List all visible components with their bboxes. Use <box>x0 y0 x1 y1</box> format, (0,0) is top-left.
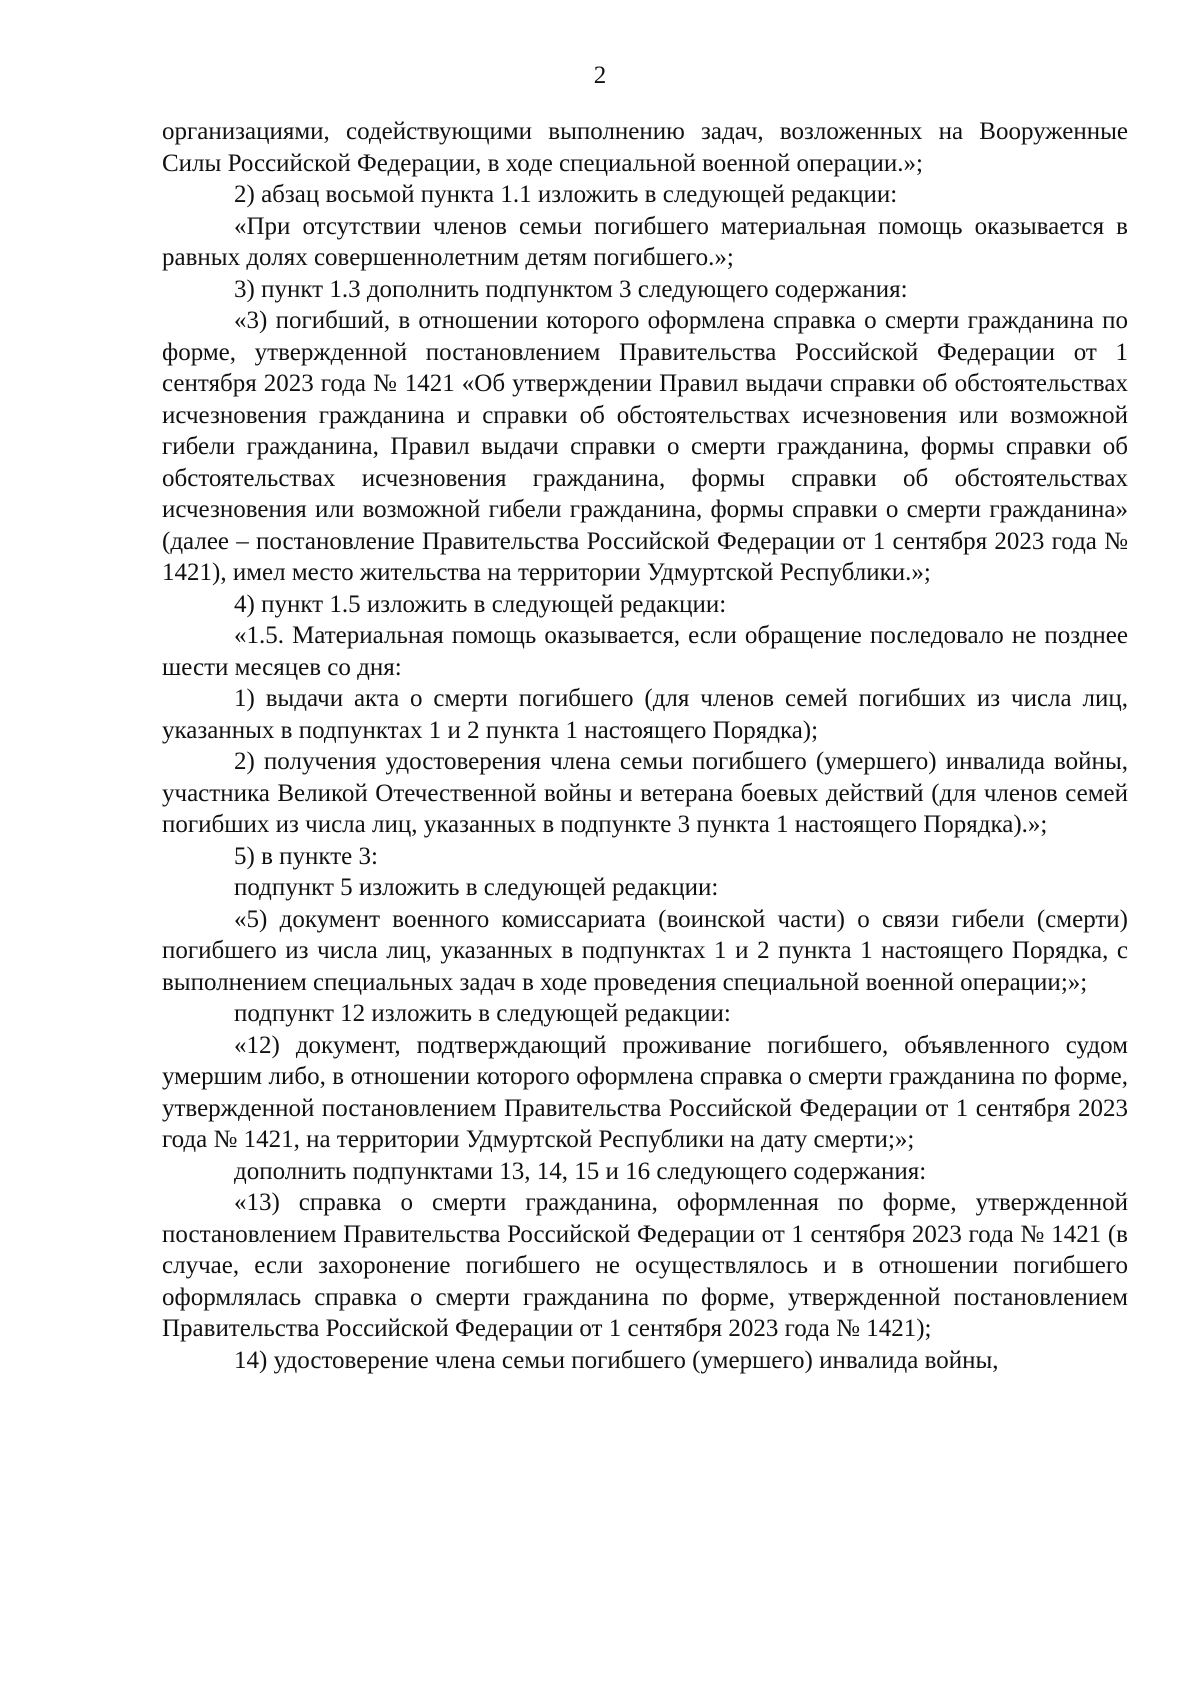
paragraph: «12) документ, подтверждающий проживание погибшего, объявленного судом умершим либо, в отношении которого оформлена справка о смерти гражданина по форме, утвержденной постановлением Правительства Российской Федерации от 1 сентября 2023 года № 1421, на территории Удмуртской Республики на дату смерти;»; <box>162 1031 1128 1153</box>
paragraph: организациями, содействующими выполнению задач, возложенных на Вооруженные Силы Российской Федерации, в ходе специальной военной операции.»; <box>162 118 1128 177</box>
paragraph: «3) погибший, в отношении которого оформлена справка о смерти гражданина по форме, утвержденной постановлением Правительства Российской Федерации от 1 сентября 2023 года № 1421 «Об утверждении Правил выдачи справки об обстоятельствах исчезновения гражданина и справки об обстоятельствах исчезновения или возможной гибели гражданина, Правил выдачи справки о смерти гражданина, формы справки об обстоятельствах исчезновения гражданина, формы справки об обстоятельствах исчезновения или возможной гибели гражданина, формы справки о смерти гражданина» (далее – постановление Правительства Российской Федерации от 1 сентября 2023 года № 1421), имел место жительства на территории Удмуртской Республики.»; <box>162 307 1128 586</box>
paragraph: 2) получения удостоверения члена семьи погибшего (умершего) инвалида войны, участника Великой Отечественной войны и ветерана боевых действий (для членов семей погибших из числа лиц, указанных в подпункте 3 пункта 1 настоящего Порядка).»; <box>162 748 1128 838</box>
document-body <box>162 116 1128 1376</box>
paragraph: 4) пункт 1.5 изложить в следующей редакции: <box>234 590 727 618</box>
paragraph: «13) справка о смерти гражданина, оформленная по форме, утвержденной постановлением Правительства Российской Федерации от 1 сентября 2023 года № 1421 (в случае, если захоронение погибшего не осуществлялось и в отношении погибшего оформлялась справка о смерти гражданина по форме, утвержденной постановлением Правительства Российской Федерации от 1 сентября 2023 года № 1421); <box>162 1189 1128 1342</box>
paragraph: 3) пункт 1.3 дополнить подпунктом 3 следующего содержания: <box>234 275 908 303</box>
paragraph: 5) в пункте 3: <box>234 842 378 870</box>
paragraph: дополнить подпунктами 13, 14, 15 и 16 следующего содержания: <box>234 1157 927 1185</box>
paragraph: «5) документ военного комиссариата (воинской части) о связи гибели (смерти) погибшего из числа лиц, указанных в подпунктах 1 и 2 пункта 1 настоящего Порядка, с выполнением специальных задач в ходе проведения специальной военной операции;»; <box>162 905 1128 996</box>
paragraph: подпункт 5 изложить в следующей редакции: <box>234 874 719 901</box>
paragraph: подпункт 12 изложить в следующей редакции: <box>234 1000 731 1027</box>
paragraph: 1) выдачи акта о смерти погибшего (для членов семей погибших из числа лиц, указанных в подпунктах 1 и 2 пункта 1 настоящего Порядка); <box>162 685 1128 744</box>
paragraph: «1.5. Материальная помощь оказывается, если обращение последовало не позднее шести месяцев со дня: <box>162 622 1128 681</box>
paragraph: «При отсутствии членов семьи погибшего материальная помощь оказывается в равных долях совершеннолетним детям погибшего.»; <box>162 212 1128 271</box>
paragraph: 14) удостоверение члена семьи погибшего (умершего) инвалида войны, <box>234 1346 999 1374</box>
paragraph: 2) абзац восьмой пункта 1.1 изложить в следующей редакции: <box>234 181 898 208</box>
page-number: 2 <box>593 62 607 89</box>
